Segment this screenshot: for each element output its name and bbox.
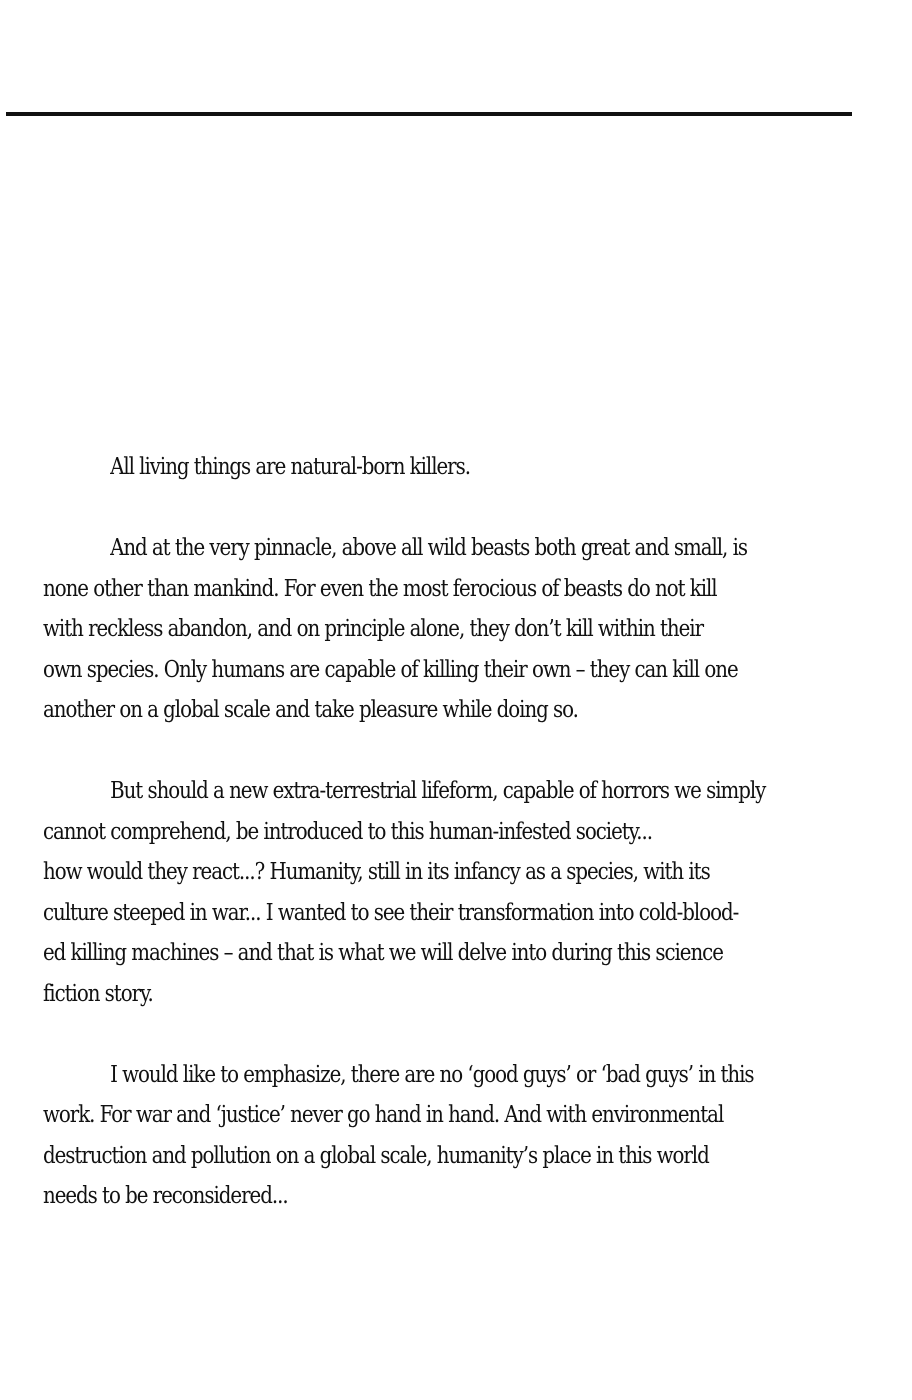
text-line: All living things are natural-born killers. [110,454,470,480]
text-line: But should a new extra-terrestrial lifeform, capable of horrors we simply [110,778,766,804]
text-line: how would they react...? Humanity, still in its infancy as a species, with its [43,859,710,885]
paragraph-3 [43,771,766,1014]
text-line: I would like to emphasize, there are no ‘good guys’ or ‘bad guys’ in this [110,1061,754,1088]
text-line: work. For war and ‘justice’ never go hand in hand. And with environmental [43,1102,724,1128]
horizontal-rule [6,112,852,116]
text-line: another on a global scale and take pleasure while doing so. [43,697,578,723]
text-line: own species. Only humans are capable of killing their own – they can kill one [43,656,738,683]
text-line: And at the very pinnacle, above all wild beasts both great and small, is [110,535,747,561]
text-line: ed killing machines – and that is what we will delve into during this science [43,940,723,966]
body-text [43,447,766,1217]
text-line: none other than mankind. For even the most ferocious of beasts do not kill [43,575,717,602]
paragraph-1 [43,447,759,488]
text-line: culture steeped in war... I wanted to see their transformation into cold-blood- [43,899,739,926]
text-line: cannot comprehend, be introduced to this human-infested society... [43,818,652,845]
text-line: needs to be reconsidered... [43,1183,288,1209]
text-line: fiction story. [43,980,153,1007]
paragraph-2 [43,528,759,731]
text-line: destruction and pollution on a global scale, humanity’s place in this world [43,1142,709,1169]
paragraph-4 [43,1055,759,1217]
text-line: with reckless abandon, and on principle alone, they don’t kill within their [43,616,703,642]
